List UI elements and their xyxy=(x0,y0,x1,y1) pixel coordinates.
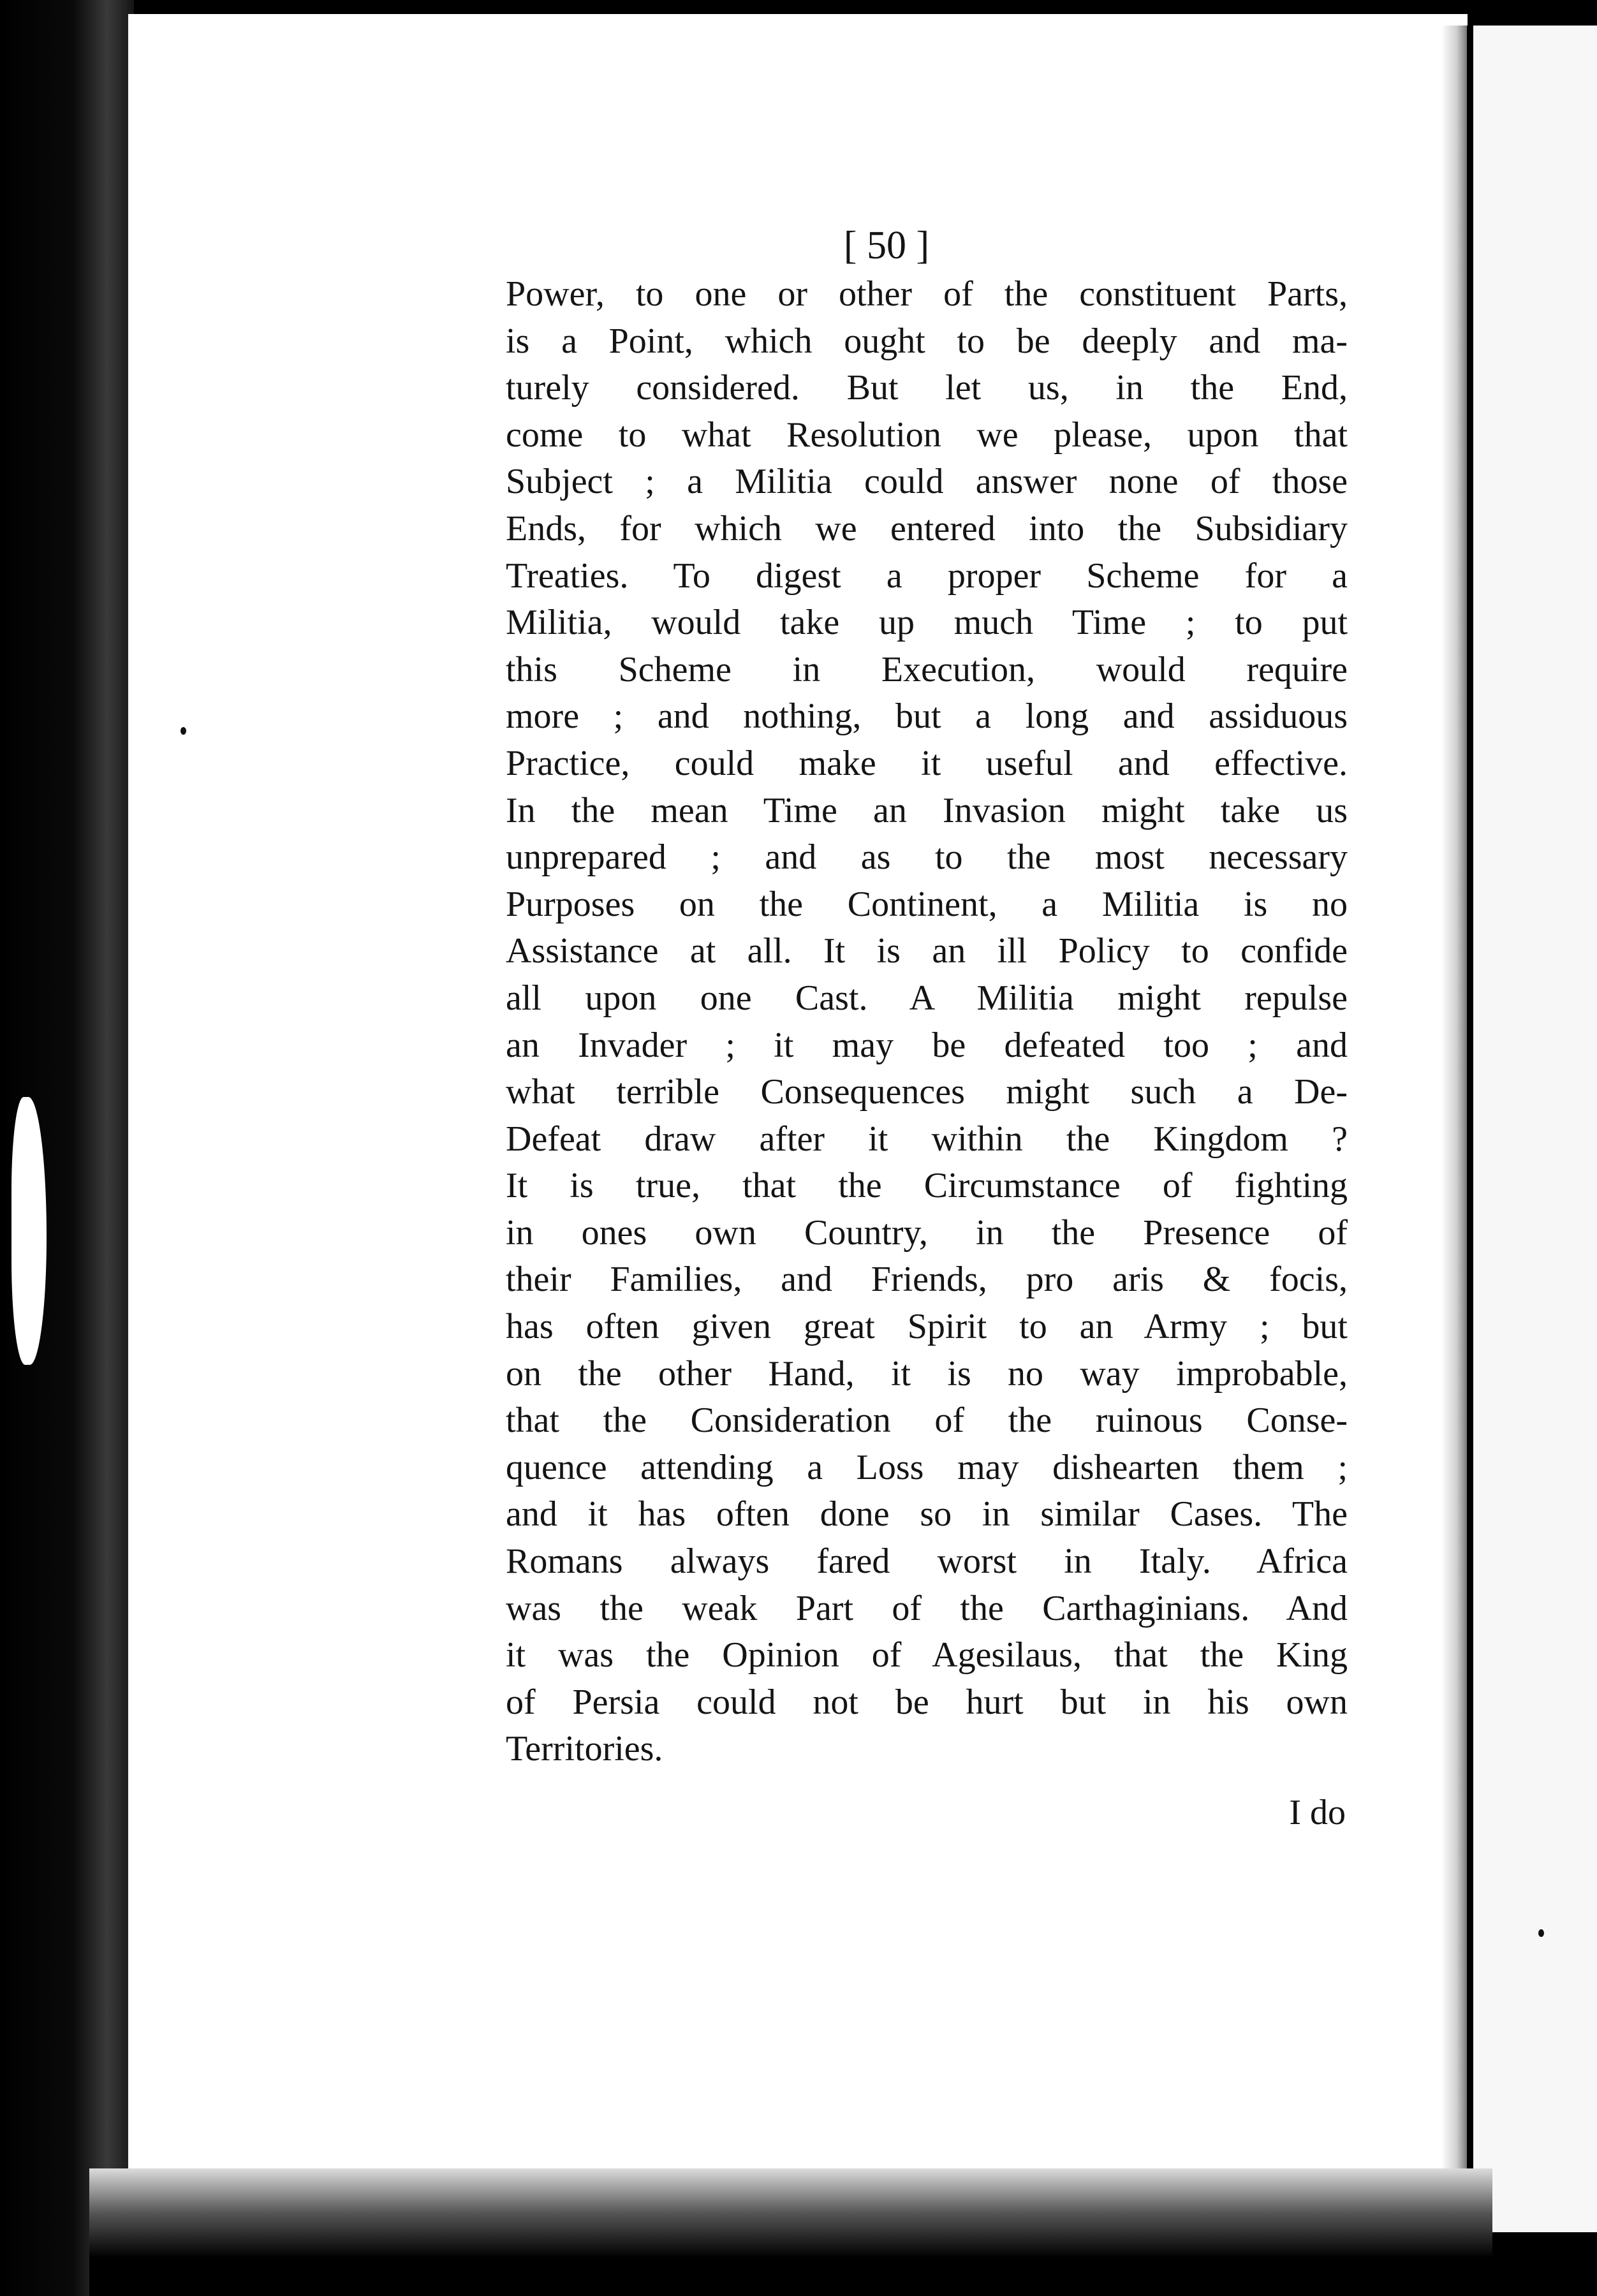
text-line: It is true, that the Circumstance of fighting xyxy=(506,1166,1348,1206)
text-line: Assistance at all. It is an ill Policy to confide xyxy=(506,931,1348,971)
text-line: Defeat draw after it within the Kingdom ? xyxy=(506,1119,1348,1159)
text-line: Romans always fared worst in Italy. Africa xyxy=(506,1542,1348,1582)
facing-page-edge xyxy=(1467,26,1597,2232)
text-line: and it has often done so in similar Cases. The xyxy=(506,1494,1348,1534)
text-line: Practice, could make it useful and effective. xyxy=(506,743,1348,783)
bottom-shadow xyxy=(89,2168,1492,2296)
text-line: what terrible Consequences might such a De- xyxy=(506,1072,1348,1112)
text-line: Purposes on the Continent, a Militia is no xyxy=(506,884,1348,924)
ink-speck xyxy=(1538,1929,1544,1937)
body-text xyxy=(506,271,1348,1773)
text-line: come to what Resolution we please, upon that xyxy=(506,415,1348,455)
catchword: I do xyxy=(1289,1793,1346,1832)
text-line: Power, to one or other of the constituent Parts, xyxy=(506,274,1348,314)
text-line: Territories. xyxy=(506,1729,663,1769)
text-line: of Persia could not be hurt but in his own xyxy=(506,1682,1348,1722)
text-line: in ones own Country, in the Presence of xyxy=(506,1212,1348,1253)
page-number: [ 50 ] xyxy=(843,224,930,267)
text-line: Ends, for which we entered into the Subsidiary xyxy=(506,508,1348,548)
text-line: was the weak Part of the Carthaginians. And xyxy=(506,1588,1348,1628)
text-line: is a Point, which ought to be deeply and ma- xyxy=(506,321,1348,361)
text-line: it was the Opinion of Agesilaus, that the King xyxy=(506,1635,1348,1675)
text-line: In the mean Time an Invasion might take us xyxy=(506,790,1348,830)
text-line: Subject ; a Militia could answer none of those xyxy=(506,462,1348,502)
ink-speck xyxy=(180,727,186,735)
text-line: that the Consideration of the ruinous Conse- xyxy=(506,1401,1348,1441)
text-line: this Scheme in Execution, would require xyxy=(506,649,1348,689)
text-line: turely considered. But let us, in the End, xyxy=(506,368,1348,408)
text-line: Militia, would take up much Time ; to put xyxy=(506,603,1348,643)
text-line: on the other Hand, it is no way improbable, xyxy=(506,1353,1348,1394)
text-line: all upon one Cast. A Militia might repulse xyxy=(506,978,1348,1018)
text-line: more ; and nothing, but a long and assiduous xyxy=(506,696,1348,737)
text-line: quence attending a Loss may dishearten them ; xyxy=(506,1447,1348,1487)
text-line: Treaties. To digest a proper Scheme for a xyxy=(506,556,1348,596)
text-line: unprepared ; and as to the most necessary xyxy=(506,837,1348,878)
text-line: an Invader ; it may be defeated too ; and xyxy=(506,1025,1348,1065)
text-line: their Families, and Friends, pro aris & focis, xyxy=(506,1260,1348,1300)
text-line: has often given great Spirit to an Army ; but xyxy=(506,1307,1348,1347)
